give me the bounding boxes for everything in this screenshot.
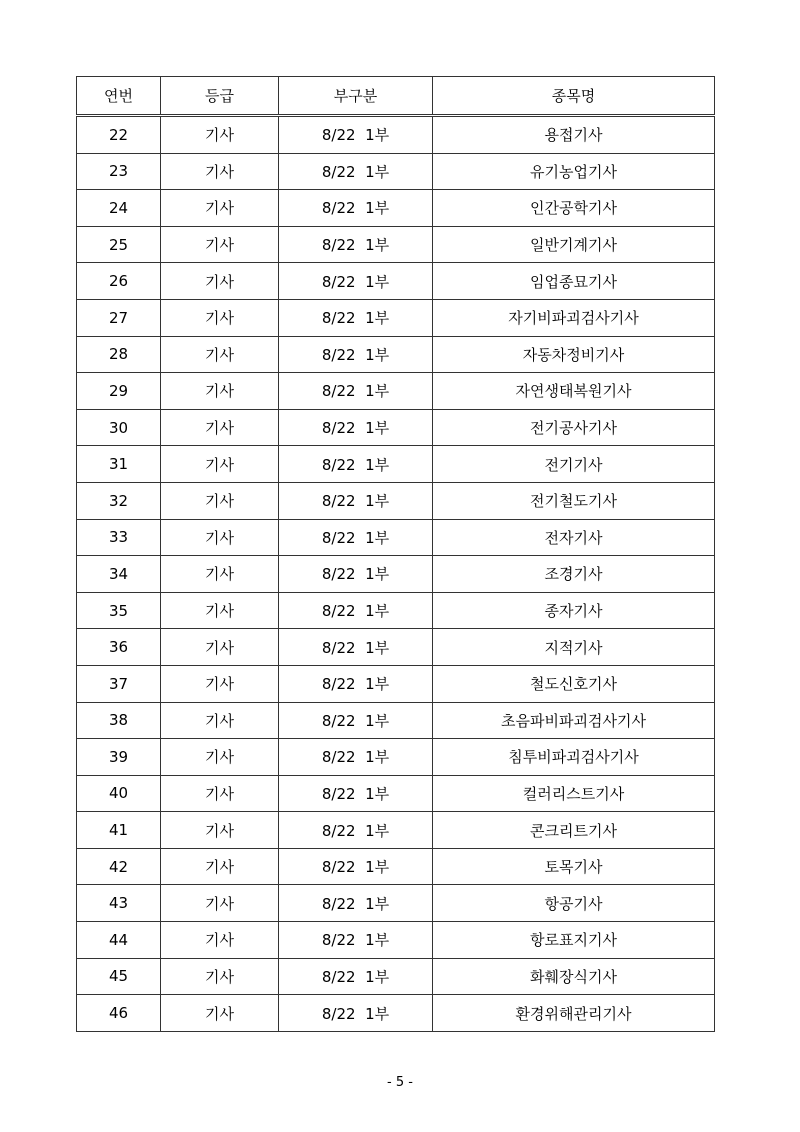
cell-grade: 기사 bbox=[161, 995, 279, 1032]
table-row bbox=[77, 482, 715, 519]
header-item-name: 종목명 bbox=[433, 77, 715, 116]
cell-grade: 기사 bbox=[161, 190, 279, 227]
table-row bbox=[77, 995, 715, 1032]
cell-grade: 기사 bbox=[161, 336, 279, 373]
cell-session: 8/22 1부 bbox=[279, 446, 433, 483]
table-row bbox=[77, 153, 715, 190]
table-body bbox=[77, 116, 715, 1032]
cell-serial-number: 36 bbox=[77, 629, 161, 666]
cell-serial-number: 27 bbox=[77, 299, 161, 336]
cell-grade: 기사 bbox=[161, 116, 279, 154]
table-row bbox=[77, 409, 715, 446]
cell-item-name: 자기비파괴검사기사 bbox=[433, 299, 715, 336]
table-row bbox=[77, 226, 715, 263]
cell-item-name: 임업종묘기사 bbox=[433, 263, 715, 300]
cell-session: 8/22 1부 bbox=[279, 299, 433, 336]
table-row bbox=[77, 299, 715, 336]
table-row bbox=[77, 702, 715, 739]
table-row bbox=[77, 373, 715, 410]
cell-item-name: 유기농업기사 bbox=[433, 153, 715, 190]
cell-serial-number: 26 bbox=[77, 263, 161, 300]
cell-grade: 기사 bbox=[161, 519, 279, 556]
table-row bbox=[77, 336, 715, 373]
cell-grade: 기사 bbox=[161, 226, 279, 263]
cell-serial-number: 39 bbox=[77, 739, 161, 776]
cell-item-name: 자동차정비기사 bbox=[433, 336, 715, 373]
cell-grade: 기사 bbox=[161, 373, 279, 410]
cell-grade: 기사 bbox=[161, 446, 279, 483]
cell-item-name: 전기기사 bbox=[433, 446, 715, 483]
table-row bbox=[77, 556, 715, 593]
cell-grade: 기사 bbox=[161, 739, 279, 776]
cell-session: 8/22 1부 bbox=[279, 336, 433, 373]
cell-serial-number: 40 bbox=[77, 775, 161, 812]
cell-serial-number: 34 bbox=[77, 556, 161, 593]
cell-session: 8/22 1부 bbox=[279, 409, 433, 446]
cell-session: 8/22 1부 bbox=[279, 812, 433, 849]
cell-item-name: 침투비파괴검사기사 bbox=[433, 739, 715, 776]
cell-serial-number: 38 bbox=[77, 702, 161, 739]
table-row bbox=[77, 665, 715, 702]
table-row bbox=[77, 190, 715, 227]
cell-serial-number: 41 bbox=[77, 812, 161, 849]
cell-serial-number: 31 bbox=[77, 446, 161, 483]
cell-item-name: 콘크리트기사 bbox=[433, 812, 715, 849]
header-session: 부구분 bbox=[279, 77, 433, 116]
header-serial-number: 연번 bbox=[77, 77, 161, 116]
cell-item-name: 자연생태복원기사 bbox=[433, 373, 715, 410]
cell-serial-number: 43 bbox=[77, 885, 161, 922]
cell-serial-number: 37 bbox=[77, 665, 161, 702]
cell-grade: 기사 bbox=[161, 482, 279, 519]
table-row bbox=[77, 519, 715, 556]
table-row bbox=[77, 263, 715, 300]
cell-serial-number: 46 bbox=[77, 995, 161, 1032]
table-row bbox=[77, 739, 715, 776]
table-row bbox=[77, 922, 715, 959]
cell-item-name: 컬러리스트기사 bbox=[433, 775, 715, 812]
cell-serial-number: 30 bbox=[77, 409, 161, 446]
cell-grade: 기사 bbox=[161, 299, 279, 336]
cell-item-name: 전자기사 bbox=[433, 519, 715, 556]
cell-item-name: 종자기사 bbox=[433, 592, 715, 629]
cell-session: 8/22 1부 bbox=[279, 373, 433, 410]
cell-session: 8/22 1부 bbox=[279, 153, 433, 190]
cell-serial-number: 44 bbox=[77, 922, 161, 959]
table-header bbox=[77, 77, 715, 116]
table-row bbox=[77, 592, 715, 629]
cell-grade: 기사 bbox=[161, 812, 279, 849]
cell-session: 8/22 1부 bbox=[279, 922, 433, 959]
cell-session: 8/22 1부 bbox=[279, 263, 433, 300]
cell-session: 8/22 1부 bbox=[279, 519, 433, 556]
cell-item-name: 항공기사 bbox=[433, 885, 715, 922]
cell-session: 8/22 1부 bbox=[279, 739, 433, 776]
cell-session: 8/22 1부 bbox=[279, 665, 433, 702]
cell-grade: 기사 bbox=[161, 409, 279, 446]
cell-serial-number: 35 bbox=[77, 592, 161, 629]
cell-item-name: 토목기사 bbox=[433, 848, 715, 885]
cell-session: 8/22 1부 bbox=[279, 226, 433, 263]
cell-grade: 기사 bbox=[161, 775, 279, 812]
cell-grade: 기사 bbox=[161, 592, 279, 629]
table-row bbox=[77, 885, 715, 922]
cell-serial-number: 24 bbox=[77, 190, 161, 227]
cell-grade: 기사 bbox=[161, 885, 279, 922]
cell-item-name: 항로표지기사 bbox=[433, 922, 715, 959]
cell-grade: 기사 bbox=[161, 665, 279, 702]
cell-grade: 기사 bbox=[161, 263, 279, 300]
cell-session: 8/22 1부 bbox=[279, 592, 433, 629]
cell-item-name: 환경위해관리기사 bbox=[433, 995, 715, 1032]
cell-serial-number: 45 bbox=[77, 958, 161, 995]
exam-schedule-table bbox=[76, 76, 715, 1032]
cell-item-name: 전기철도기사 bbox=[433, 482, 715, 519]
table-row bbox=[77, 116, 715, 154]
cell-session: 8/22 1부 bbox=[279, 629, 433, 666]
header-row bbox=[77, 77, 715, 116]
cell-serial-number: 33 bbox=[77, 519, 161, 556]
cell-grade: 기사 bbox=[161, 556, 279, 593]
cell-session: 8/22 1부 bbox=[279, 190, 433, 227]
page-number: - 5 - bbox=[387, 1075, 413, 1090]
cell-session: 8/22 1부 bbox=[279, 482, 433, 519]
cell-grade: 기사 bbox=[161, 958, 279, 995]
cell-grade: 기사 bbox=[161, 153, 279, 190]
cell-item-name: 철도신호기사 bbox=[433, 665, 715, 702]
cell-item-name: 초음파비파괴검사기사 bbox=[433, 702, 715, 739]
cell-grade: 기사 bbox=[161, 702, 279, 739]
table-row bbox=[77, 629, 715, 666]
cell-session: 8/22 1부 bbox=[279, 775, 433, 812]
cell-item-name: 일반기계기사 bbox=[433, 226, 715, 263]
cell-serial-number: 42 bbox=[77, 848, 161, 885]
cell-serial-number: 28 bbox=[77, 336, 161, 373]
cell-grade: 기사 bbox=[161, 629, 279, 666]
cell-session: 8/22 1부 bbox=[279, 995, 433, 1032]
cell-item-name: 화훼장식기사 bbox=[433, 958, 715, 995]
table-row bbox=[77, 848, 715, 885]
table-row bbox=[77, 775, 715, 812]
cell-session: 8/22 1부 bbox=[279, 556, 433, 593]
cell-item-name: 인간공학기사 bbox=[433, 190, 715, 227]
cell-grade: 기사 bbox=[161, 848, 279, 885]
cell-item-name: 조경기사 bbox=[433, 556, 715, 593]
cell-item-name: 지적기사 bbox=[433, 629, 715, 666]
cell-session: 8/22 1부 bbox=[279, 116, 433, 154]
cell-serial-number: 29 bbox=[77, 373, 161, 410]
cell-item-name: 용접기사 bbox=[433, 116, 715, 154]
table-row bbox=[77, 958, 715, 995]
cell-serial-number: 25 bbox=[77, 226, 161, 263]
cell-session: 8/22 1부 bbox=[279, 885, 433, 922]
cell-serial-number: 32 bbox=[77, 482, 161, 519]
table-row bbox=[77, 812, 715, 849]
cell-serial-number: 23 bbox=[77, 153, 161, 190]
cell-grade: 기사 bbox=[161, 922, 279, 959]
cell-session: 8/22 1부 bbox=[279, 958, 433, 995]
cell-session: 8/22 1부 bbox=[279, 848, 433, 885]
cell-session: 8/22 1부 bbox=[279, 702, 433, 739]
table-row bbox=[77, 446, 715, 483]
cell-serial-number: 22 bbox=[77, 116, 161, 154]
header-grade: 등급 bbox=[161, 77, 279, 116]
cell-item-name: 전기공사기사 bbox=[433, 409, 715, 446]
